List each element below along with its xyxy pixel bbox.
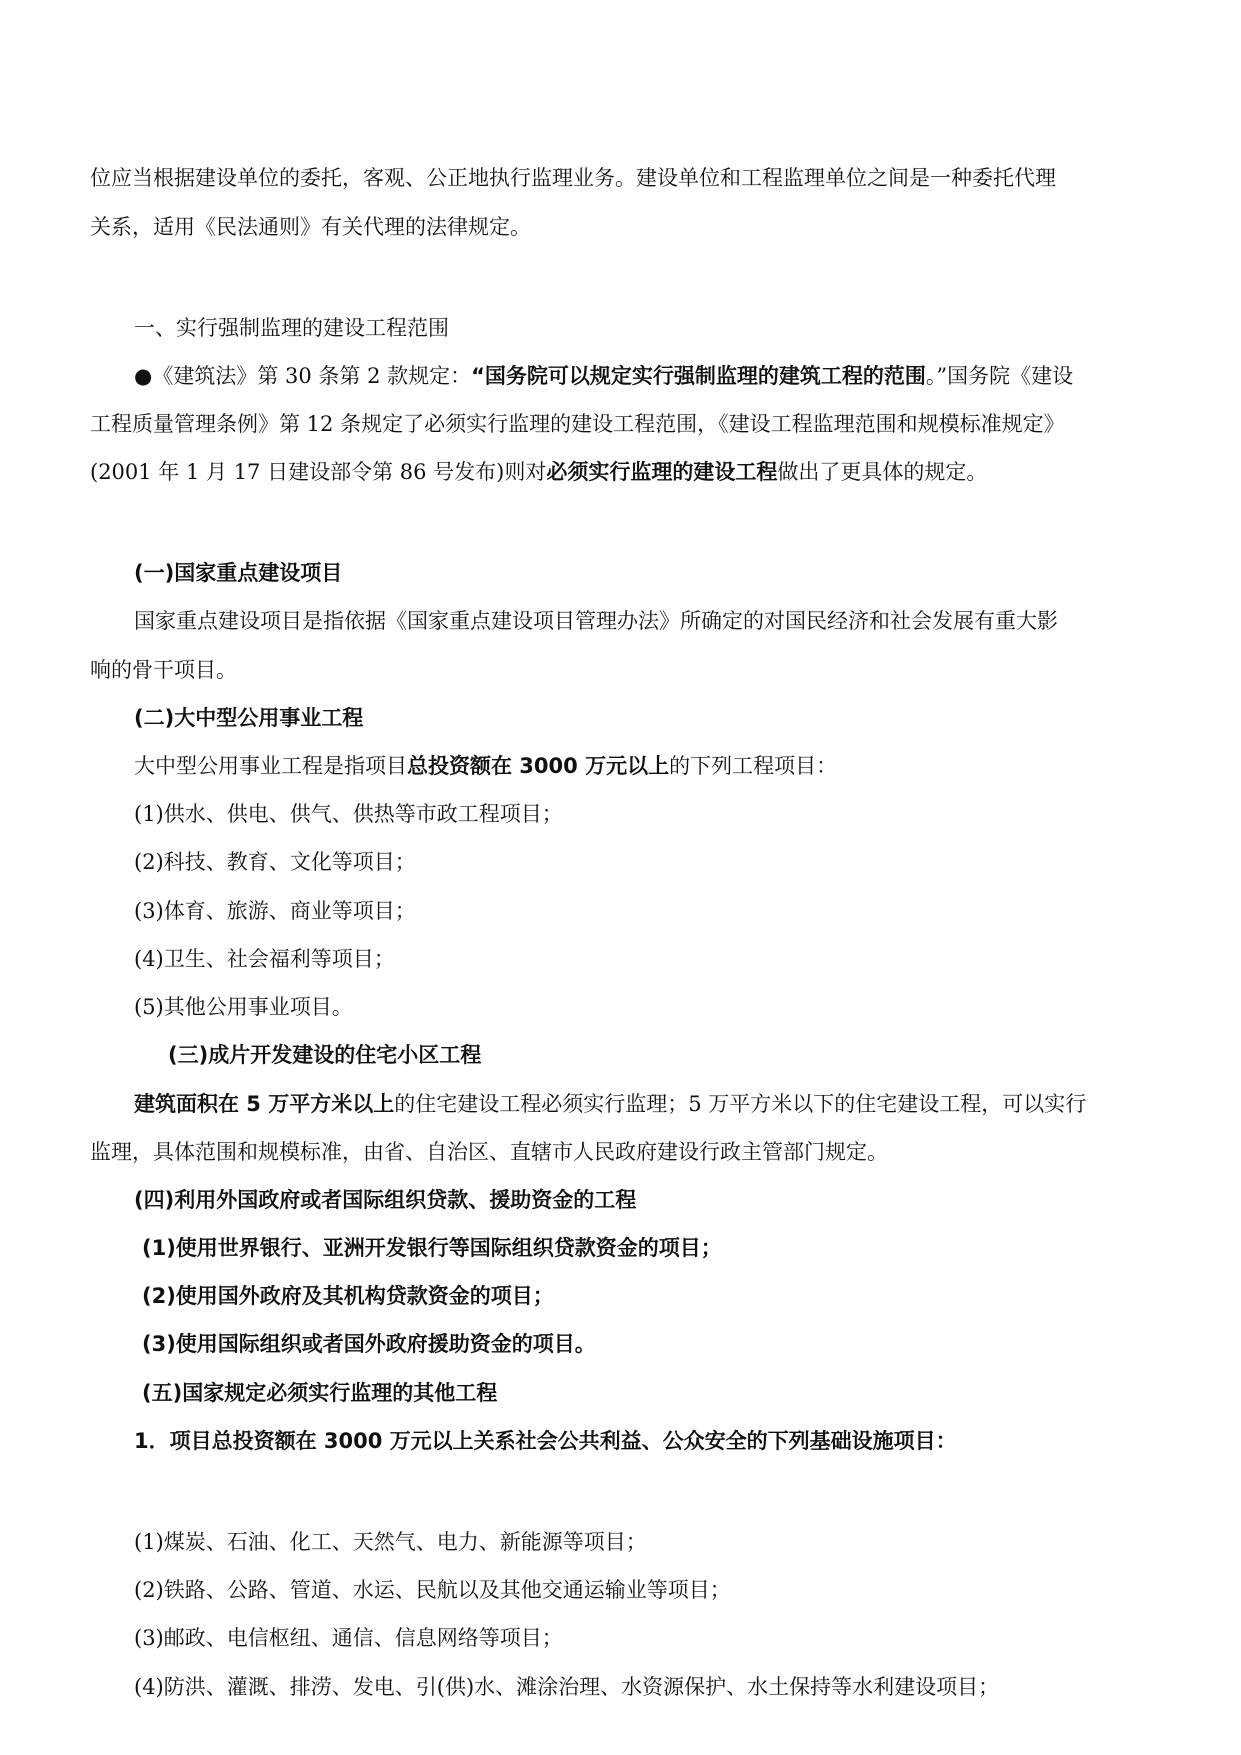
- intro-text: 大中型公用事业工程是指项目: [134, 754, 407, 778]
- list-item: (1)使用世界银行、亚洲开发银行等国际组织贷款资金的项目；: [142, 1236, 722, 1260]
- paragraph-1-line-3: [90, 457, 987, 487]
- bullet-citation: ●《建筑法》第 30 条第 2 款规定：: [134, 364, 472, 388]
- list-item: (3)体育、旅游、商业等项目；: [134, 899, 416, 923]
- bold-area: 建筑面积在 5 万平方米以上: [134, 1092, 395, 1116]
- list-item: (4)卫生、社会福利等项目；: [134, 947, 395, 971]
- subsection-1-line-2: 响的骨干项目。: [90, 658, 237, 682]
- intro-line-1: 位应当根据建设单位的委托，客观、公正地执行监理业务。建设单位和工程监理单位之间是一种委托代理: [90, 166, 1056, 190]
- intro-tail: 的下列工程项目：: [669, 754, 838, 778]
- subsection-2-intro: [134, 751, 837, 781]
- subsection-heading-5: (五)国家规定必须实行监理的其他工程: [142, 1381, 498, 1405]
- subsection-1-line-1: 国家重点建设项目是指依据《国家重点建设项目管理办法》所确定的对国民经济和社会发展有重大影: [134, 609, 1058, 633]
- subsection-heading-3: (三)成片开发建设的住宅小区工程: [168, 1043, 482, 1067]
- paragraph-1-line-1: [134, 361, 1073, 391]
- paragraph-1-line-2: 工程质量管理条例》第 12 条规定了必须实行监理的建设工程范围，《建设工程监理范围和规模标准规定》: [90, 412, 1065, 436]
- point-1: 1．项目总投资额在 3000 万元以上关系社会公共利益、公众安全的下列基础设施项目：: [134, 1429, 957, 1453]
- subsection-heading-2: (二)大中型公用事业工程: [134, 706, 364, 730]
- bold-amount: 总投资额在 3000 万元以上: [407, 754, 670, 778]
- subsection-heading-4: (四)利用外国政府或者国际组织贷款、援助资金的工程: [134, 1188, 637, 1212]
- list-item: (2)科技、教育、文化等项目；: [134, 850, 416, 874]
- intro-line-2: 关系，适用《民法通则》有关代理的法律规定。: [90, 215, 531, 239]
- subsection-3-line-1: [134, 1089, 1086, 1119]
- bold-phrase: 必须实行监理的建设工程: [546, 460, 778, 484]
- list-item: (4)防洪、灌溉、排涝、发电、引(供)水、滩涂治理、水资源保护、水土保持等水利建设项目；: [134, 1675, 1000, 1699]
- list-item: (2)铁路、公路、管道、水运、民航以及其他交通运输业等项目；: [134, 1578, 731, 1602]
- list-item: (5)其他公用事业项目。: [134, 995, 353, 1019]
- citation-tail: 。”国务院《建设: [925, 364, 1074, 388]
- regulation-date: (2001 年 1 月 17 日建设部令第 86 号发布)则对: [90, 460, 547, 484]
- bold-quote: “国务院可以规定实行强制监理的建筑工程的范围: [471, 364, 926, 388]
- list-item: (3)邮政、电信枢纽、通信、信息网络等项目；: [134, 1626, 563, 1650]
- list-item: (3)使用国际组织或者国外政府援助资金的项目。: [142, 1332, 596, 1356]
- list-item: (1)煤炭、石油、化工、天然气、电力、新能源等项目；: [134, 1530, 647, 1554]
- list-item: (1)供水、供电、供气、供热等市政工程项目；: [134, 802, 563, 826]
- subsection-3-line-2: 监理，具体范围和规模标准，由省、自治区、直辖市人民政府建设行政主管部门规定。: [90, 1140, 888, 1164]
- section-heading: 一、实行强制监理的建设工程范围: [134, 316, 449, 340]
- line-text: 的住宅建设工程必须实行监理；5 万平方米以下的住宅建设工程，可以实行: [394, 1092, 1087, 1116]
- subsection-heading-1: (一)国家重点建设项目: [134, 561, 343, 585]
- paragraph-tail: 做出了更具体的规定。: [777, 460, 988, 484]
- list-item: (2)使用国外政府及其机构贷款资金的项目；: [142, 1284, 554, 1308]
